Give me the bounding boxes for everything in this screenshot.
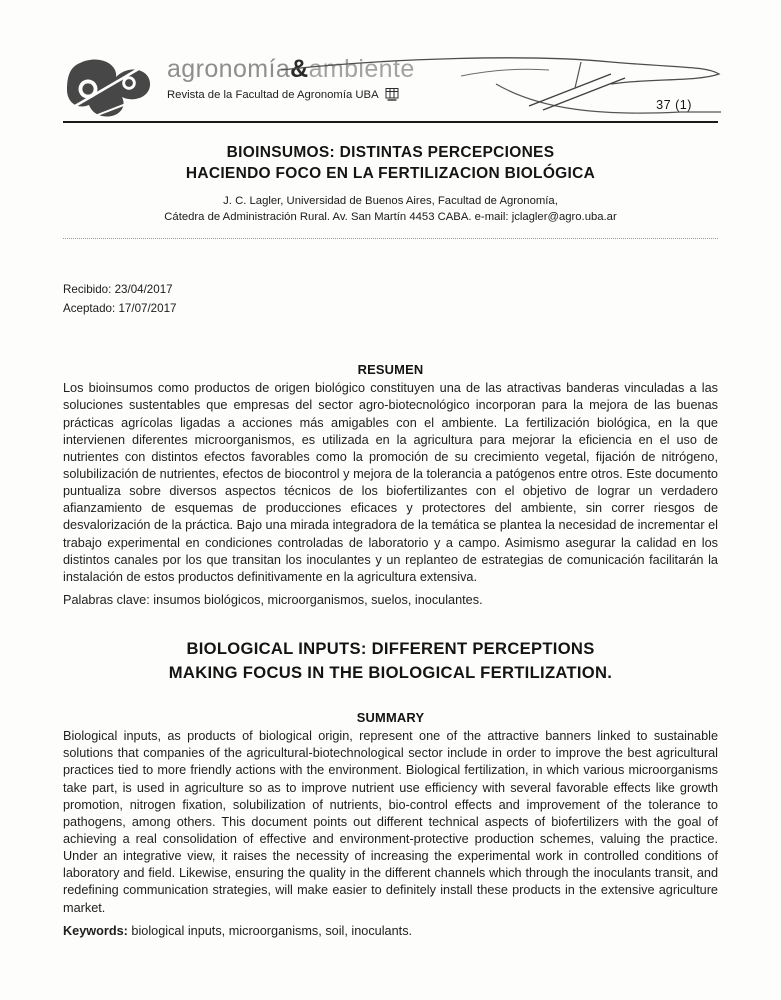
summary-heading: SUMMARY	[356, 710, 425, 726]
summary-abstract: Biological inputs, as products of biological origin, represent one of the attractive banners linked to sustainable solutions that companies of the agricultural-biotechnological sector include in order to improve the best agricultural practices tied to more friendly actions with the environment. Biological fertilization, in which various microorganisms take part, is used in agriculture so as to improve nutrient use efficiency with several favorable effects like growth promotion, nitrogen fixation, solubilization of nutrients, bio-control effects and improvement of the tolerance to pathogens, among others. This document points out different technical aspects of biofertilizers with the goal of achieving a real consolidation of effective and environment-protective production schemes, valuing the practice. Under an integrative view, it raises the necessity of increasing the experimental work in controlled conditions of laboratory and field. Likewise, ensuring the quality in the different channels which through the inoculants transit, and redefining communication strategies, will make easier to definitely install these products in the extensive agriculture market.	[63, 729, 718, 915]
received-label: Recibido:	[63, 283, 112, 297]
accepted-date: 17/07/2017	[118, 301, 177, 315]
author-affiliation	[63, 193, 718, 226]
keywords	[63, 924, 718, 938]
uba-crest-icon	[385, 88, 399, 101]
submission-dates	[63, 281, 718, 318]
keywords-list: biological inputs, microorganisms, soil, inoculants.	[127, 923, 413, 938]
accepted-label: Aceptado:	[63, 301, 116, 315]
resumen-heading: RESUMEN	[357, 362, 424, 378]
author-line-1: J. C. Lagler, Universidad de Buenos Aires, Facultad de Agronomía,	[223, 194, 558, 207]
received-date-row	[63, 281, 718, 300]
accepted-date-row	[63, 300, 718, 319]
article-title	[63, 142, 718, 185]
wordmark-ampersand: &	[290, 55, 309, 83]
title-line-2: HACIENDO FOCO EN LA FERTILIZACION BIOLÓGICA	[185, 165, 596, 183]
resumen-abstract: Los bioinsumos como productos de origen biológico constituyen una de las atractivas banderas vinculadas a las soluciones sustentables que empresas del sector agro-biotecnológico incorporan para la mejora de las buenas prácticas agrícolas ligadas a acciones más amigables con el ambiente. La fertilización biológica, en la que intervienen diferentes microorganismos, es utilizada en la agricultura para mejorar la eficiencia en el uso de nutrientes con distintos efectos favorables como la promoción de su crecimiento vegetal, fijación de nitrógeno, solubilización de nutrientes, efectos de biocontrol y mejora de la tolerancia a patógenos entre otros. Este documento puntualiza sobre diversos aspectos técnicos de los biofertilizantes con el objetivo de lograr un verdadero afianzamiento de esquemas de producciones eficaces y protectores del ambiente, sin correr riesgos de desvalorización de la práctica. Bajo una mirada integradora de la temática se plantea la necesidad de incrementar el trabajo experimental en condiciones controladas de laboratorio y a campo. Asimismo asegurar la calidad en los distintos canales por los que transitan los inoculantes y un replanteo de estrategias de comunicación facilitarán la instalación de estos productos definitivamente en la agricultura extensiva.	[63, 381, 718, 584]
title-line-1: BIOINSUMOS: DISTINTAS PERCEPCIONES	[226, 144, 555, 161]
header-rule	[63, 121, 718, 123]
journal-masthead	[63, 55, 718, 124]
article-body	[63, 142, 718, 938]
journal-logo-icon	[65, 58, 153, 118]
author-line-2: Cátedra de Administración Rural. Av. San Martín 4453 CABA. e-mail: jclagler@agro.uba.ar	[164, 211, 617, 224]
english-title	[63, 637, 718, 684]
journal-subtitle-row	[167, 88, 415, 101]
palabras-clave-label: Palabras clave:	[63, 592, 150, 607]
english-title-line-2: MAKING FOCUS IN THE BIOLOGICAL FERTILIZATION.	[168, 662, 613, 682]
issue-number: 37 (1)	[656, 98, 692, 112]
palabras-clave	[63, 593, 718, 607]
journal-name	[167, 56, 415, 82]
wordmark-ambiente: ambiente	[308, 55, 415, 83]
wordmark-agronomia: agronomía	[167, 55, 291, 83]
dotted-divider	[63, 238, 718, 239]
journal-wordmark	[167, 56, 415, 101]
journal-subtitle: Revista de la Facultad de Agronomía UBA	[167, 88, 379, 101]
keywords-label: Keywords:	[63, 923, 128, 938]
palabras-clave-list: insumos biológicos, microorganismos, suelos, inoculantes.	[149, 592, 483, 607]
received-date: 23/04/2017	[114, 283, 173, 297]
english-title-line-1: BIOLOGICAL INPUTS: DIFFERENT PERCEPTIONS	[186, 638, 595, 658]
